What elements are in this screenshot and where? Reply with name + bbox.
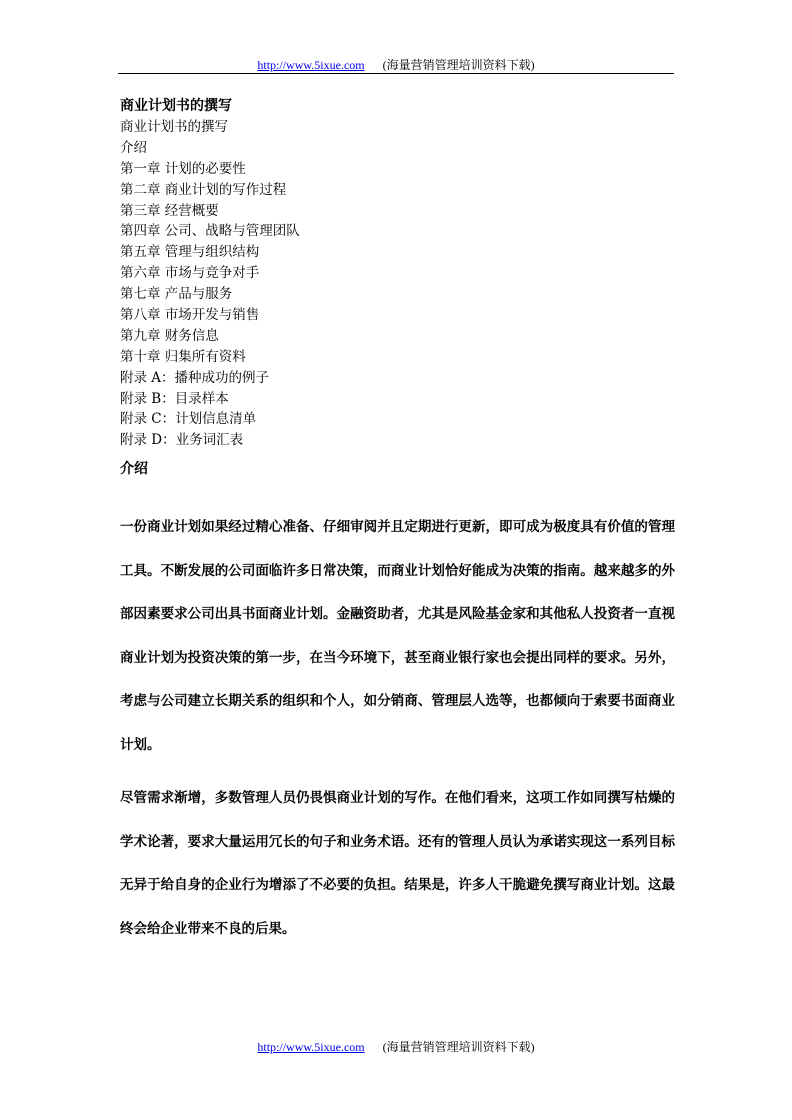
toc-item: 第一章 计划的必要性 bbox=[120, 160, 246, 177]
section-title: 介绍 bbox=[120, 461, 148, 477]
toc-item: 第九章 财务信息 bbox=[120, 327, 219, 344]
toc-item: 第七章 产品与服务 bbox=[120, 286, 233, 303]
toc-item: 商业计划书的撰写 bbox=[120, 119, 228, 135]
document-title: 商业计划书的撰写 bbox=[120, 98, 232, 114]
footer-note: (海量营销管理培训资料下载) bbox=[382, 1040, 535, 1054]
body-paragraph: 尽管需求渐增，多数管理人员仍畏惧商业计划的写作。在他们看来，这项工作如同撰写枯燥的学术论著，要求大量运用冗长的句子和业务术语。还有的管理人员认为承诺实现这一系列目标无异于给自身的企业行为增添了不必要的负担。结果是，许多人干脆避免撰写商业计划。这最终会给企业带来不良的后果。 bbox=[120, 790, 675, 937]
toc-item: 第八章 市场开发与销售 bbox=[120, 307, 260, 324]
toc-item: 介绍 bbox=[120, 139, 147, 156]
page-footer bbox=[0, 1040, 792, 1054]
toc-item: 第四章 公司、战略与管理团队 bbox=[120, 223, 300, 240]
toc-item: 第十章 归集所有资料 bbox=[120, 348, 246, 365]
toc-item: 第三章 经营概要 bbox=[120, 202, 219, 219]
toc-item: 附录 D：业务词汇表 bbox=[120, 432, 244, 449]
toc-item: 附录 C：计划信息清单 bbox=[120, 411, 257, 428]
header-site-link[interactable]: http://www.5ixue.com bbox=[257, 58, 365, 72]
toc-item: 附录 B：目录样本 bbox=[120, 390, 229, 407]
body-paragraph: 一份商业计划如果经过精心准备、仔细审阅并且定期进行更新，即可成为极度具有价值的管理工具。不断发展的公司面临许多日常决策，而商业计划恰好能成为决策的指南。越来越多的外部因素要求公司出具书面商业计划。金融资助者，尤其是风险基金家和其他私人投资者一直视商业计划为投资决策的第一步，在当今环境下，甚至商业银行家也会提出同样的要求。另外，考虑与公司建立长期关系的组织和个人，如分销商、管理层人选等，也都倾向于索要书面商业计划。 bbox=[120, 519, 675, 753]
toc-item: 第二章 商业计划的写作过程 bbox=[120, 181, 287, 198]
header-divider bbox=[118, 73, 674, 74]
page-header bbox=[0, 58, 792, 72]
footer-site-link[interactable]: http://www.5ixue.com bbox=[257, 1040, 365, 1054]
toc-item: 附录 A：播种成功的例子 bbox=[120, 369, 270, 386]
toc-item: 第六章 市场与竞争对手 bbox=[120, 265, 260, 282]
header-note: (海量营销管理培训资料下载) bbox=[382, 58, 535, 72]
table-of-contents bbox=[120, 117, 300, 451]
toc-item: 第五章 管理与组织结构 bbox=[120, 244, 260, 261]
